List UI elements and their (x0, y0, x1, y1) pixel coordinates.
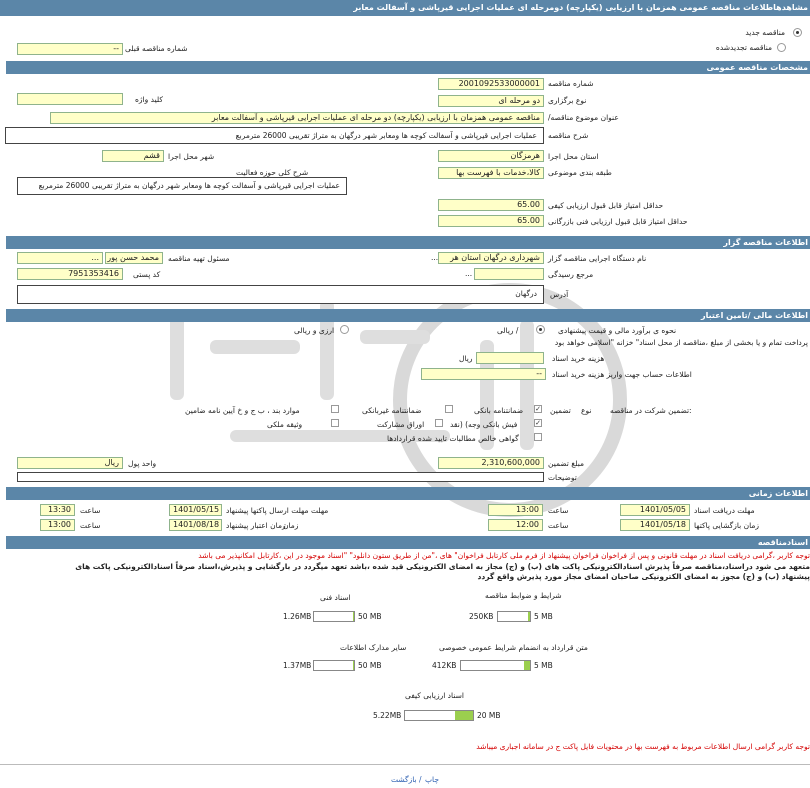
tender-number-field[interactable]: 2001092533000001 (438, 78, 544, 90)
tender-title-field[interactable]: مناقصه عمومی همزمان با ارزیابی (یکپارچه) دو مرحله ای عملیات اجرایی قیرپاشی و آسفالت معابر (50, 112, 544, 124)
prev-number-label: شماره مناقصه قبلی (125, 44, 188, 53)
guarantee-label-1: ضمانتنامه غیربانکی (362, 406, 422, 415)
contact-person-field[interactable]: محمد حسن پور (105, 252, 163, 264)
file-max-2: 5 MB (534, 661, 553, 670)
file-size-2: 412KB (432, 661, 457, 670)
send-time-label: ساعت (80, 506, 101, 515)
footer-separator: / (419, 775, 422, 784)
file-title-1: اسناد فنی (320, 593, 351, 602)
send-deadline-word: مهلت (311, 506, 329, 515)
holding-type-label: نوع برگزاری (548, 96, 587, 105)
notes-box (17, 472, 544, 482)
renewed-tender-label: مناقصه تجدیدشده (715, 43, 772, 52)
guarantee-label-3: فیش بانکی وجه) (نقد (450, 420, 518, 429)
tender-description-label: شرح مناقصه (548, 131, 589, 140)
guarantee-amount-label: مبلغ تضمین (548, 459, 585, 468)
guarantee-label-2: موارد بند ، ب ج و خ آیین نامه ضامین (185, 406, 300, 415)
doc-cost-label: هزینه خرید اسناد (552, 354, 605, 363)
city-label: شهر محل اجرا (168, 152, 215, 161)
file-size-3: 1.37MB (283, 661, 312, 670)
postal-code-label: کد پستی (133, 270, 161, 279)
currency-label: واحد پول (128, 459, 157, 468)
estimate-label: نحوه ی برآورد مالی و قیمت پیشنهادی (558, 326, 677, 335)
doc-cost-field[interactable] (476, 352, 544, 364)
validity-time-word: زمان (283, 521, 299, 530)
prev-number-field[interactable]: -- (17, 43, 123, 55)
min-tech-score-label: حداقل امتیاز قابل قبول ارزیابی فنی بازرگانی (548, 217, 688, 226)
review-authority-field[interactable] (474, 268, 544, 280)
file-title-0: شرایط و ضوابط مناقصه (485, 591, 562, 600)
keyword-label: کلید واژه (135, 95, 163, 104)
file-progress-1 (313, 611, 355, 622)
send-time-field[interactable]: 13:30 (40, 504, 75, 516)
account-info-field[interactable]: -- (421, 368, 546, 380)
validity-date-field[interactable]: 1401/08/18 (169, 519, 222, 531)
postal-code-field[interactable]: 7951353416 (17, 268, 123, 280)
validity-time-label: ساعت (80, 521, 101, 530)
guarantee-label-5: وثیقه ملکی (267, 420, 303, 429)
print-link[interactable]: چاپ (425, 775, 439, 784)
file-progress-fill-1 (353, 612, 354, 621)
electronic-notice-1: متعهد می شود دراسناد،مناقصه صرفاً پذیرش اسنادالکترونیکی پاکت های (ب) و (ج) مجاز به امضای الکترونیکی قید شده ،باشد تعهد میگردد در بارگشایی و پذیرش،اسناد صرفاً اسنادالکترونیکی پاکت های (75, 562, 810, 571)
receive-time-field[interactable]: 13:00 (488, 504, 543, 516)
scope-description: عملیات اجرایی قیرپاشی و آسفالت کوچه ها ومعابر شهر درگهان به متراژ تقریبی 26000 مترمربع (17, 177, 347, 195)
guarantee-label-6: گواهی خالص مطالبات تایید شده قراردادها (387, 434, 519, 443)
rial-radio[interactable] (536, 325, 545, 334)
account-info-label: اطلاعات حساب جهت واریز هزینه خرید اسناد (552, 370, 692, 379)
category-label: طبقه بندی موضوعی (548, 168, 612, 177)
file-size-0: 250KB (469, 612, 494, 621)
city-field[interactable]: قشم (102, 150, 164, 162)
open-label: زمان بازگشایی پاکتها (694, 521, 760, 530)
file-progress-0 (497, 611, 531, 622)
receive-date-field[interactable]: 1401/05/05 (620, 504, 690, 516)
receive-label: مهلت دریافت اسناد (694, 506, 755, 515)
new-tender-radio[interactable] (793, 28, 802, 37)
doc-cost-unit: ریال (459, 354, 473, 363)
section-timing: اطلاعات زمانی (6, 487, 810, 500)
min-quality-score-label: حداقل امتیاز قابل قبول ارزیابی کیفی (548, 201, 664, 210)
tender-number-label: شماره مناقصه (548, 79, 594, 88)
send-label: مهلت ارسال پاکتها پیشنهاد (226, 506, 309, 515)
guarantee-label-4: اوراق مشارکت (377, 420, 425, 429)
treasury-payment-text: پرداخت تمام و یا بخشی از مبلغ ،مناقصه از محل اسناد" خزانه "اسلامی خواهد بود (554, 338, 808, 347)
contact-person-label: مسئول تهیه مناقصه (168, 254, 230, 263)
guarantee-check-1[interactable] (445, 405, 453, 413)
file-progress-2 (460, 660, 531, 671)
keyword-field[interactable] (17, 93, 123, 105)
footer-divider (0, 764, 810, 765)
download-notice: توجه کاربر ،گرامی دریافت اسناد در مهلت قانونی و پس از فراخوان فراخوان پیشنهاد از فرم ملی کارتابل فراخوان" های ،"من از طریق ستون دانلود" "اسناد موجود در این ،کارتابل امکانپذیر می باشد (198, 551, 810, 560)
organizer-more[interactable]: ... (431, 253, 439, 262)
holding-type-field[interactable]: دو مرحله ای (438, 95, 544, 107)
guarantee-check-4[interactable] (435, 419, 443, 427)
address-label: آدرس (550, 290, 569, 299)
category-field[interactable]: کالا،خدمات با فهرست بها (438, 167, 544, 179)
open-date-field[interactable]: 1401/05/18 (620, 519, 690, 531)
guarantee-type-value: تضمین (550, 406, 571, 415)
renewed-tender-radio[interactable] (777, 43, 786, 52)
guarantee-check-0[interactable]: ✓ (535, 405, 541, 413)
scope-label: شرح کلی حوزه فعالیت (236, 168, 309, 177)
file-progress-fill-0 (528, 612, 530, 621)
section-general: مشخصات مناقصه عمومی (6, 61, 810, 74)
section-documents: اسنادمناقصه (6, 536, 810, 549)
file-progress-4 (404, 710, 474, 721)
province-field[interactable]: هرمزگان (438, 150, 544, 162)
guarantee-check-6[interactable] (534, 433, 542, 441)
file-title-3: سایر مدارک اطلاعات (340, 643, 407, 652)
address-box: درگهان (17, 285, 544, 304)
open-time-label: ساعت (548, 521, 569, 530)
file-max-4: 20 MB (477, 711, 501, 720)
guarantee-check-2[interactable] (331, 405, 339, 413)
review-authority-label: مرجع رسیدگی (548, 270, 594, 279)
file-title-4: اسناد ارزیابی کیفی (405, 691, 464, 700)
guarantee-label-0: ضمانتنامه بانکی (474, 406, 524, 415)
tender-title-label: /عنوان موضوع مناقصه (548, 113, 619, 122)
guarantee-check-3[interactable]: ✓ (535, 419, 541, 427)
back-link[interactable]: بازگشت (391, 775, 417, 784)
notes-label: توضیحات (548, 473, 577, 482)
file-title-2: متن قرارداد به انضمام شرایط عمومی خصوصی (439, 643, 588, 652)
receive-time-label: ساعت (548, 506, 569, 515)
file-progress-3 (313, 660, 355, 671)
file-progress-fill-4 (455, 711, 473, 720)
file-size-1: 1.26MB (283, 612, 312, 621)
file-size-4: 5.22MB (373, 711, 402, 720)
fx-rial-radio[interactable] (340, 325, 349, 334)
file-progress-fill-2 (524, 661, 530, 670)
price-list-notice: توجه کاربر گرامی ارسال اطلاعات مربوط به فهرست بها در محتویات فایل پاکت ج در سامانه اجباری میباشد (476, 742, 810, 751)
guarantee-label: تضمین شرکت در مناقصه: (610, 406, 692, 415)
open-time-field[interactable]: 12:00 (488, 519, 543, 531)
fx-rial-label: ارزی و ریالی (294, 326, 335, 335)
section-finance: اطلاعات مالی /تامین اعتبار (6, 309, 810, 322)
province-label: استان محل اجرا (548, 152, 599, 161)
review-authority-more[interactable]: ... (465, 269, 473, 278)
guarantee-amount-field[interactable]: 2,310,600,000 (438, 457, 544, 469)
send-date-field[interactable]: 1401/05/15 (169, 504, 222, 516)
organizer-field[interactable]: شهرداری درگهان استان هر (438, 252, 544, 264)
rial-label: ریالی / (497, 326, 519, 335)
electronic-notice-2: پیشنهاد (ب) و (ج) مجوز به امضای الکترونیکی صاحبان امضای مجاز مورد پذیرش واقع گردد (477, 572, 810, 581)
validity-time-field[interactable]: 13:00 (40, 519, 75, 531)
contact-more-field[interactable]: ... (17, 252, 103, 264)
min-tech-score-field[interactable]: 65.00 (438, 215, 544, 227)
section-organizer: اطلاعات مناقصه گزار (6, 236, 810, 249)
min-quality-score-field[interactable]: 65.00 (438, 199, 544, 211)
file-max-0: 5 MB (534, 612, 553, 621)
organizer-label: نام دستگاه اجرایی مناقصه گزار (548, 254, 647, 263)
file-progress-fill-3 (353, 661, 354, 670)
guarantee-type-word: نوع (581, 406, 592, 415)
page-title: مشاهدهاطلاعات مناقصه عمومی همزمان با ارزیابی (یکپارچه) دومرحله ای عملیات اجرایی قیرپاشی و آسفالت معابر (0, 0, 810, 16)
file-max-3: 50 MB (358, 661, 382, 670)
file-max-1: 50 MB (358, 612, 382, 621)
tender-description: عملیات اجرایی قیرپاشی و آسفالت کوچه ها ومعابر شهر درگهان به متراژ تقریبی 26000 مترمربع (5, 127, 544, 144)
guarantee-check-5[interactable] (331, 419, 339, 427)
new-tender-label: مناقصه جدید (745, 28, 785, 37)
validity-label: زمان اعتبار پیشنهاد (226, 521, 286, 530)
currency-field[interactable]: ریال (17, 457, 123, 469)
